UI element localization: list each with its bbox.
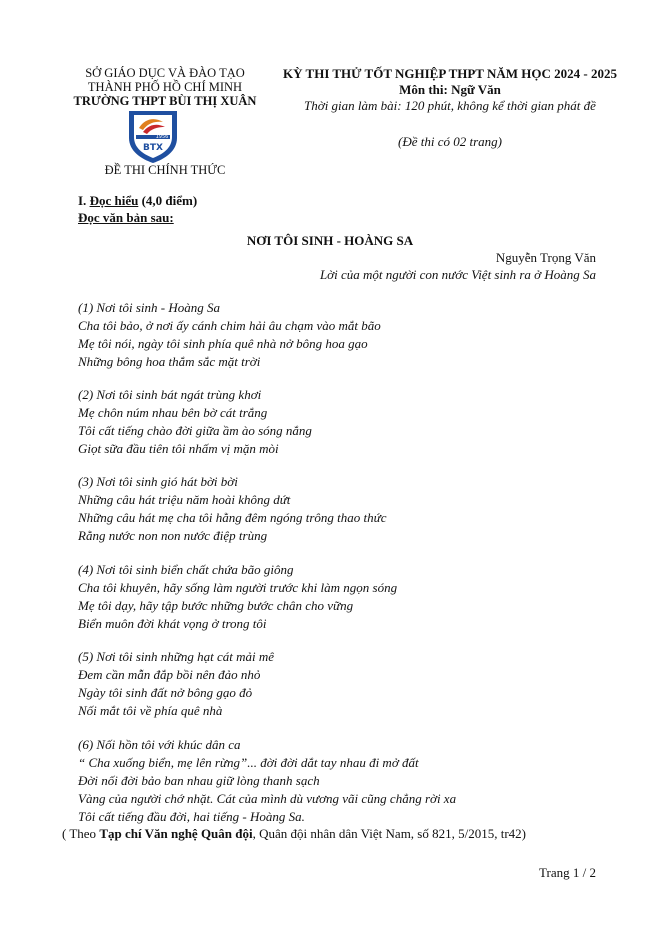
poem-line: (3) Nơi tôi sinh gió hát bời bời	[78, 474, 238, 489]
school-header	[60, 66, 270, 108]
logo-text: BTX	[143, 143, 163, 153]
school-name: TRƯỜNG THPT BÙI THỊ XUÂN	[73, 94, 257, 108]
poem-line: (6) Nối hồn tôi với khúc dân ca	[78, 737, 241, 752]
stanza-3	[78, 473, 618, 545]
section-heading	[78, 193, 197, 209]
exam-header	[270, 66, 630, 114]
poem-line: Rằng nước non non nước điệp trùng	[78, 528, 268, 543]
poem-source	[62, 826, 526, 842]
poem-line: Đem cần mẫn đắp bồi nên đảo nhỏ	[78, 667, 261, 682]
exam-pages-note: (Đề thi có 02 trang)	[398, 134, 502, 149]
poem-line: (4) Nơi tôi sinh biển chất chứa bão giông	[78, 562, 294, 577]
reading-instruction: Đọc văn bản sau:	[78, 210, 174, 225]
section-number: I.	[78, 193, 90, 208]
stanza-4	[78, 561, 618, 633]
poem-line: Mẹ chôn núm nhau bên bờ cát trắng	[78, 405, 268, 420]
poem-title: NƠI TÔI SINH - HOÀNG SA	[246, 233, 414, 248]
poem-line: Những bông hoa thắm sắc mặt trời	[78, 354, 261, 369]
section-points: (4,0 điểm)	[138, 193, 198, 208]
poem-line: (1) Nơi tôi sinh - Hoàng Sa	[78, 300, 220, 315]
poem-line: Ngày tôi sinh đất nở bông gạo đỏ	[78, 685, 253, 700]
poem-line: (5) Nơi tôi sinh những hạt cát mải mê	[78, 649, 275, 664]
poem-line: Những câu hát mẹ cha tôi hằng đêm ngóng trông thao thức	[78, 510, 387, 525]
department-name: SỞ GIÁO DỤC VÀ ĐÀO TẠO	[85, 66, 245, 80]
poem-line: Giọt sữa đầu tiên tôi nhấm vị mặn mòi	[78, 441, 279, 456]
city-name: THÀNH PHỐ HỒ CHÍ MINH	[87, 80, 243, 94]
poem-line: Biển muôn đời khát vọng ở trong tôi	[78, 616, 267, 631]
stanza-2	[78, 386, 618, 458]
poem-line: Nối mắt tôi về phía quê nhà	[78, 703, 223, 718]
stanza-1	[78, 299, 618, 371]
poem-line: (2) Nơi tôi sinh bát ngát trùng khơi	[78, 387, 262, 402]
poem-line: Những câu hát triệu năm hoài không dứt	[78, 492, 291, 507]
exam-subject: Môn thi: Ngữ Văn	[399, 82, 501, 97]
school-logo	[125, 108, 181, 164]
page-number: Trang 1 / 2	[539, 865, 596, 880]
poem-line: Đời nối đời bảo ban nhau giữ lòng thanh sạch	[78, 773, 320, 788]
poem-epigraph: Lời của một người con nước Việt sinh ra ở Hoàng Sa	[319, 267, 596, 282]
poem-line: Tôi cất tiếng đầu đời, hai tiếng - Hoàng Sa.	[78, 809, 305, 824]
source-details: , Quân đội nhân dân Việt Nam, số 821, 5/2015, tr42)	[252, 826, 526, 841]
poem-line: Cha tôi bảo, ở nơi ấy cánh chim hải âu chạm vào mắt bão	[78, 318, 381, 333]
source-journal: Tạp chí Văn nghệ Quân đội	[99, 826, 253, 841]
poem-line: Cha tôi khuyên, hãy sống làm người trước khi làm ngọn sóng	[78, 580, 398, 595]
section-title: Đọc hiểu	[89, 193, 139, 208]
exam-time-note: Thời gian làm bài: 120 phút, không kể thời gian phát đề	[304, 98, 596, 113]
logo-year: 1956	[155, 134, 169, 141]
source-prefix: ( Theo	[62, 826, 100, 841]
poem-author: Nguyễn Trọng Văn	[495, 250, 596, 265]
poem-line: Mẹ tôi dạy, hãy tập bước những bước chân cho vững	[78, 598, 354, 613]
stanza-6	[78, 736, 618, 826]
stanza-5	[78, 648, 618, 720]
poem-line: Mẹ tôi nói, ngày tôi sinh phía quê nhà nở bông hoa gạo	[78, 336, 368, 351]
poem-line: Tôi cất tiếng chào đời giữa ầm ào sóng nắng	[78, 423, 312, 438]
poem-line: “ Cha xuống biển, mẹ lên rừng”... đời đời dắt tay nhau đi mở đất	[78, 755, 419, 770]
official-exam-label: ĐỀ THI CHÍNH THỨC	[104, 163, 226, 177]
exam-title: KỲ THI THỬ TỐT NGHIỆP THPT NĂM HỌC 2024 - 2025	[283, 66, 617, 81]
poem-line: Vàng của người chớ nhặt. Cát của mình dù vương vãi cũng chẳng rời xa	[78, 791, 457, 806]
